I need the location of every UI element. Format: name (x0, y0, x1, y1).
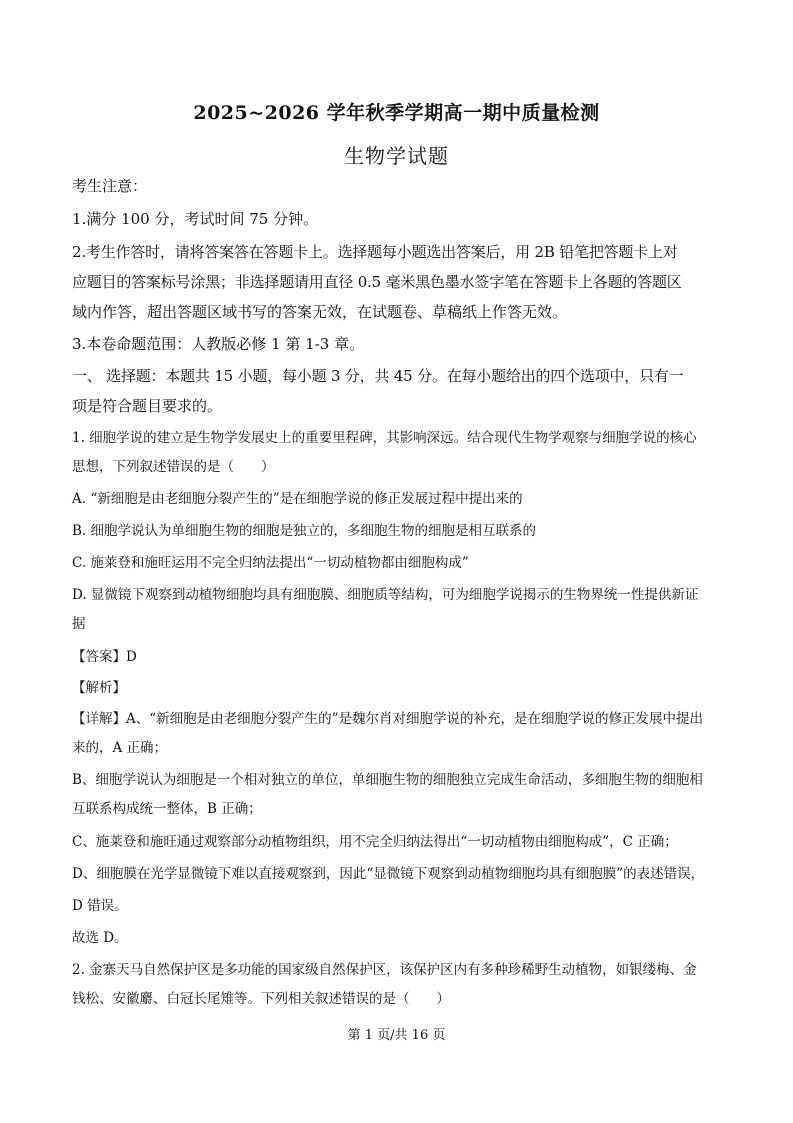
notice-item-3: 3.本卷命题范围：人教版必修 1 第 1-3 章。 (72, 335, 365, 353)
question-1-answer: 【答案】D (72, 649, 137, 665)
page-footer: 第 1 页/共 16 页 (347, 1028, 446, 1043)
question-1-option-b: B. 细胞学说认为单细胞生物的细胞是独立的，多细胞生物的细胞是相互联系的 (72, 523, 537, 539)
notice-item-2-line-3: 域内作答，超出答题区域书写的答案无效，在试题卷、草稿纸上作答无效。 (72, 303, 568, 321)
question-1-detail-d-line-2: D 错误。 (72, 898, 128, 914)
question-1-option-d-line-1: D. 显微镜下观察到动植物细胞均具有细胞膜、细胞质等结构，可为细胞学说揭示的生物界统一性提供新证 (72, 587, 699, 603)
question-1-detail-a-line-1: 【详解】A、“新细胞是由老细胞分裂产生的”是魏尔肖对细胞学说的补充，是在细胞学说的修正发展中提出 (72, 711, 704, 727)
question-1-option-a: A. “新细胞是由老细胞分裂产生的”是在细胞学说的修正发展过程中提出来的 (72, 491, 523, 507)
question-1-analysis-label: 【解析】 (72, 680, 126, 696)
question-1-stem-line-1: 1. 细胞学说的建立是生物学发展史上的重要里程碑，其影响深远。结合现代生物学观察与细胞学说的核心 (72, 430, 697, 446)
question-1-detail-d-line-1: D、细胞膜在光学显微镜下难以直接观察到，因此“显微镜下观察到动植物细胞均具有细胞膜”的表述错误， (72, 866, 705, 882)
question-1-option-d-line-2: 据 (72, 616, 86, 632)
section-heading-line-1: 一、 选择题：本题共 15 小题，每小题 3 分，共 45 分。在每小题给出的四个选项中，只有一 (72, 367, 684, 385)
question-2-stem-line-2: 钱松、安徽麝、白冠长尾雉等。下列相关叙述错误的是（ ） (72, 991, 450, 1007)
notice-item-2-line-1: 2.考生作答时，请将答案答在答题卡上。选择题每小题选出答案后，用 2B 铅笔把答题卡上对 (72, 243, 678, 261)
exam-title: 2025~2026 学年秋季学期高一期中质量检测 (193, 102, 600, 124)
question-1-option-c: C. 施莱登和施旺运用不完全归纳法提出“一切动植物都由细胞构成” (72, 555, 469, 571)
section-heading-line-2: 项是符合题目要求的。 (72, 397, 223, 415)
question-1-detail-b-line-2: 互联系构成统一整体，B 正确； (72, 801, 262, 817)
question-1-detail-a-line-2: 来的，A 正确； (72, 740, 168, 756)
question-1-detail-b-line-1: B、细胞学说认为细胞是一个相对独立的单位，单细胞生物的细胞独立完成生命活动，多细胞生物的细胞相 (72, 772, 703, 788)
question-1-conclusion: 故选 D。 (72, 930, 128, 946)
notice-item-2-line-2: 应题目的答案标号涂黑；非选择题请用直径 0.5 毫米黑色墨水签字笔在答题卡上各题的答题区 (72, 273, 682, 291)
notice-item-1: 1.满分 100 分，考试时间 75 分钟。 (72, 210, 319, 228)
exam-subtitle: 生物学试题 (344, 144, 449, 168)
question-2-stem-line-1: 2. 金寨天马自然保护区是多功能的国家级自然保护区，该保护区内有多种珍稀野生动植物，如银缕梅、金 (72, 962, 697, 978)
question-1-detail-c: C、施莱登和施旺通过观察部分动植物组织，用不完全归纳法得出“一切动植物由细胞构成”，C 正确； (72, 834, 678, 850)
question-1-stem-line-2: 思想，下列叙述错误的是（ ） (72, 459, 275, 475)
notice-heading: 考生注意： (72, 177, 148, 195)
